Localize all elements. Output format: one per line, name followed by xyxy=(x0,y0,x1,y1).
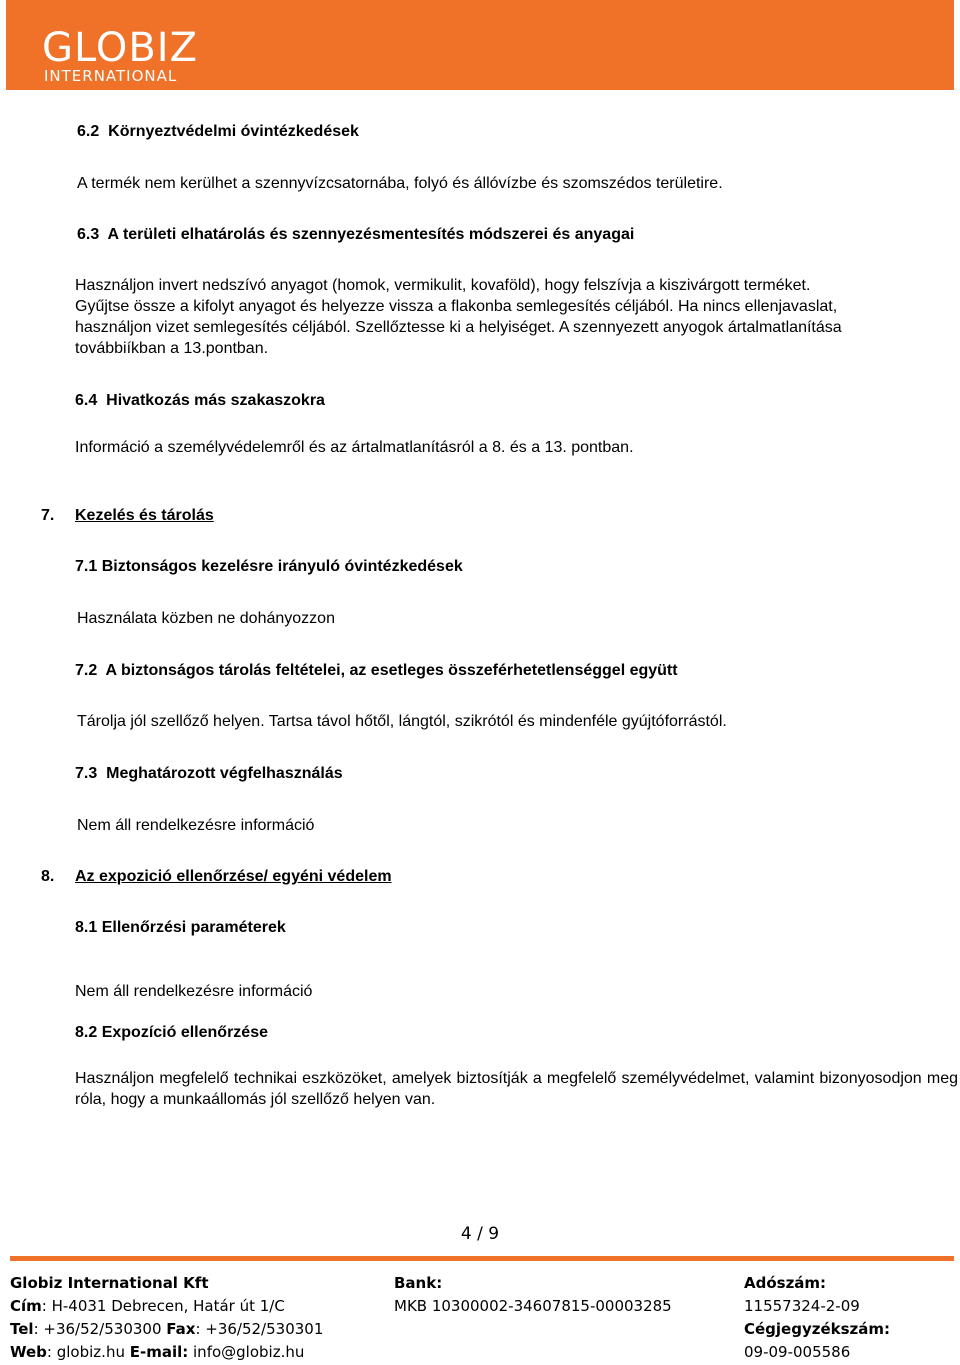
footer-web-value[interactable]: : globiz.hu xyxy=(46,1343,130,1361)
footer-address-label: Cím xyxy=(10,1297,42,1315)
section-8-1-heading xyxy=(75,918,286,938)
footer-email-label: E-mail: xyxy=(129,1343,189,1361)
section-7-number: 7. xyxy=(41,507,55,524)
section-7-2-number: 7.2 xyxy=(75,662,98,679)
footer-bank-info xyxy=(394,1272,672,1318)
section-6-3-line-3: használjon vizet semlegesítés céljából. Szellőztesse ki a helyiséget. A szennyezett anyogok ártalmatlanítása xyxy=(75,319,842,336)
section-7-1-title: Biztonságos kezelésre irányuló óvintézkedések xyxy=(101,558,463,575)
footer-registration-info xyxy=(744,1272,890,1364)
section-6-3-title: A területi elhatárolás és szennyezésmentesítés módszerei és anyagai xyxy=(107,226,635,243)
footer-web xyxy=(10,1341,323,1364)
footer-tax-value: 11557324-2-09 xyxy=(744,1297,860,1315)
footer-reg-label: Cégjegyzékszám: xyxy=(744,1320,891,1338)
footer-company-info xyxy=(10,1272,323,1364)
section-8-2-heading xyxy=(75,1023,268,1043)
section-6-4-heading xyxy=(75,391,325,411)
section-7-1-heading xyxy=(75,557,463,577)
section-6-4-number: 6.4 xyxy=(75,392,98,409)
section-6-2-heading xyxy=(77,122,359,142)
section-8-2-text: Használjon megfelelő technikai eszközöket, amelyek biztosítják a megfelelő személyvédelmet, valamint bizonyosodjon meg róla, hogy a munkaállomás jól szellőző helyen van. xyxy=(75,1070,958,1108)
section-8-1-title: Ellenőrzési paraméterek xyxy=(101,919,286,936)
section-6-4-text: Információ a személyvédelemről és az ártalmatlanításról a 8. és a 13. pontban. xyxy=(75,439,634,456)
footer-tax-label: Adószám: xyxy=(744,1274,827,1292)
section-8-1-text: Nem áll rendelkezésre információ xyxy=(75,983,313,1000)
footer-tel-label: Tel xyxy=(10,1320,34,1338)
section-6-3-number: 6.3 xyxy=(77,226,100,243)
section-7-3-text: Nem áll rendelkezésre információ xyxy=(77,817,315,834)
company-logo xyxy=(42,25,198,85)
footer-reg-value: 09-09-005586 xyxy=(744,1343,851,1361)
page-number: 4 / 9 xyxy=(460,1224,500,1244)
section-7-2-heading xyxy=(75,661,678,681)
footer-email-value[interactable]: info@globiz.hu xyxy=(188,1343,305,1361)
section-6-3-heading xyxy=(77,225,634,245)
footer-web-label: Web xyxy=(10,1343,47,1361)
section-6-3-line-2: Gyűjtse össze a kifolyt anyagot és helyezze vissza a flakonba semlegesítés céljából. Ha nincs ellenjavaslat, xyxy=(75,298,838,315)
section-7-3-heading xyxy=(75,764,343,784)
section-8-1-number: 8.1 xyxy=(75,919,98,936)
footer-bank-label: Bank: xyxy=(394,1274,443,1292)
logo-brand-sub: INTERNATIONAL xyxy=(44,67,178,85)
section-8-2-number: 8.2 xyxy=(75,1024,98,1041)
section-6-2-title: Környeztvédelmi óvintézkedések xyxy=(108,123,359,140)
section-7-2-text: Tárolja jól szellőző helyen. Tartsa távol hőtől, lángtól, szikrótól és mindenféle gyújtóforrástól. xyxy=(77,713,727,730)
footer-fax-label: Fax xyxy=(166,1320,196,1338)
section-8-title: Az expozició ellenőrzése/ egyéni védelem xyxy=(75,868,392,885)
footer-phone xyxy=(10,1318,323,1341)
footer-tel-value: : +36/52/530300 xyxy=(33,1320,167,1338)
section-7-1-text: Használata közben ne dohányozzon xyxy=(77,610,335,627)
section-6-3-line-4: továbbiíkban a 13.pontban. xyxy=(75,340,269,357)
footer-fax-value: : +36/52/530301 xyxy=(195,1320,324,1338)
logo-brand: GLOBIZ xyxy=(42,25,198,71)
section-7-3-title: Meghatározott végfelhasználás xyxy=(106,765,343,782)
footer-divider xyxy=(10,1256,954,1261)
section-7-2-title: A biztonságos tárolás feltételei, az esetleges összeférhetetlenséggel együtt xyxy=(105,662,678,679)
section-6-2-text: A termék nem kerülhet a szennyvízcsatornába, folyó és állóvízbe és szomszédos területire. xyxy=(77,175,723,192)
section-6-4-title: Hivatkozás más szakaszokra xyxy=(106,392,325,409)
section-8-2-title: Expozíció ellenőrzése xyxy=(101,1024,268,1041)
footer-company-name: Globiz International Kft xyxy=(10,1274,209,1292)
section-7-3-number: 7.3 xyxy=(75,765,98,782)
section-6-3-line-1: Használjon invert nedszívó anyagot (homok, vermikulit, kovaföld), hogy felszívja a kiszivárgott terméket. xyxy=(75,277,811,294)
footer-bank-value: MKB 10300002-34607815-00003285 xyxy=(394,1297,672,1315)
header-bar xyxy=(6,0,954,90)
footer-address-value: : H-4031 Debrecen, Határ út 1/C xyxy=(41,1297,285,1315)
footer-address xyxy=(10,1295,323,1318)
section-6-2-number: 6.2 xyxy=(77,123,100,140)
section-7-1-number: 7.1 xyxy=(75,558,98,575)
section-7-title: Kezelés és tárolás xyxy=(75,507,214,524)
section-8-number: 8. xyxy=(41,868,55,885)
